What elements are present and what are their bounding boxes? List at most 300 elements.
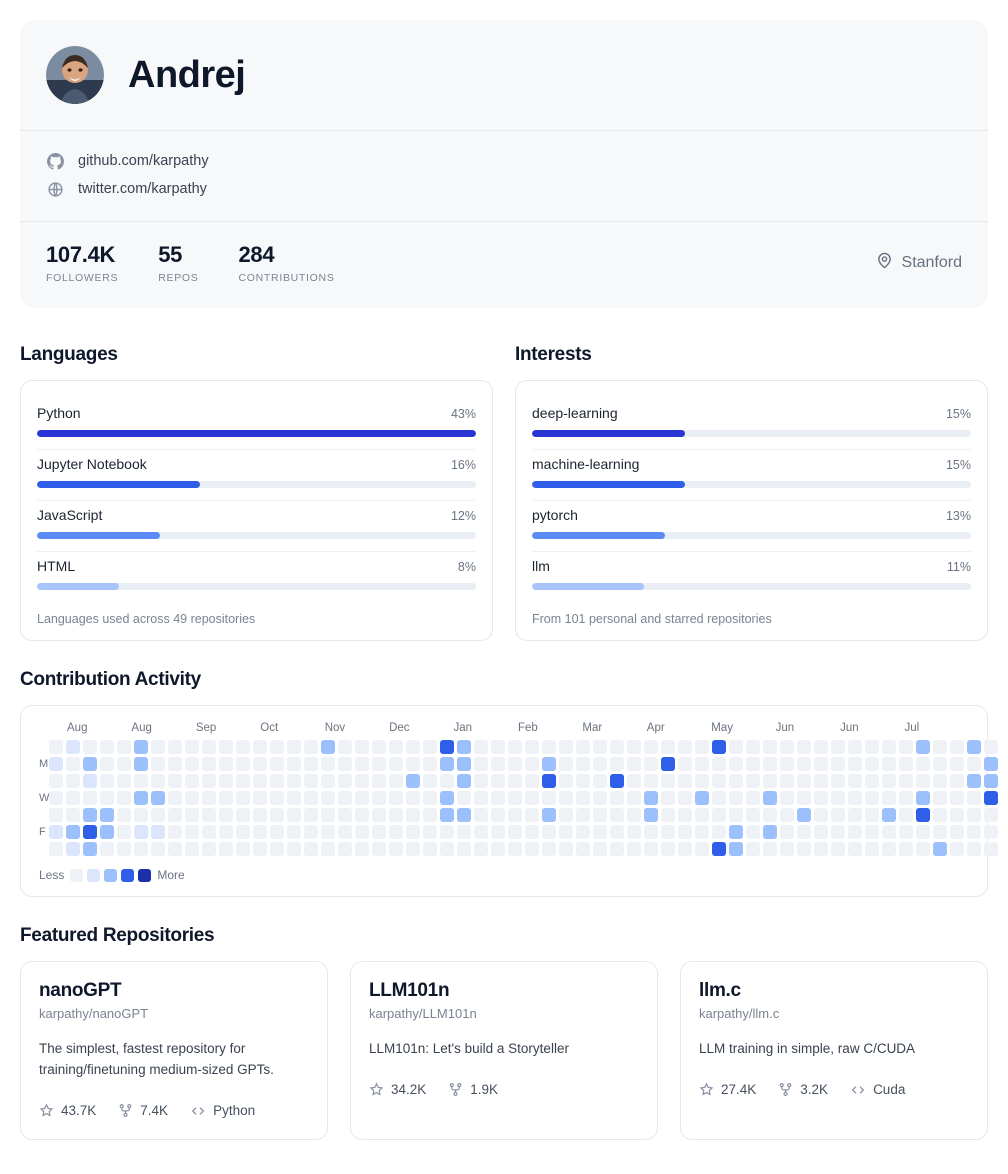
contribution-day-cell[interactable] [321, 825, 335, 839]
contribution-day-cell[interactable] [814, 842, 828, 856]
contribution-day-cell[interactable] [423, 808, 437, 822]
contribution-day-cell[interactable] [236, 757, 250, 771]
contribution-day-cell[interactable] [83, 774, 97, 788]
contribution-day-cell[interactable] [270, 808, 284, 822]
contribution-day-cell[interactable] [916, 757, 930, 771]
contribution-day-cell[interactable] [729, 774, 743, 788]
contribution-day-cell[interactable] [882, 740, 896, 754]
contribution-day-cell[interactable] [882, 791, 896, 805]
contribution-day-cell[interactable] [576, 842, 590, 856]
contribution-day-cell[interactable] [695, 791, 709, 805]
contribution-day-cell[interactable] [865, 808, 879, 822]
contribution-day-cell[interactable] [49, 825, 63, 839]
contribution-day-cell[interactable] [814, 740, 828, 754]
contribution-day-cell[interactable] [134, 774, 148, 788]
contribution-day-cell[interactable] [219, 740, 233, 754]
contribution-day-cell[interactable] [168, 774, 182, 788]
contribution-day-cell[interactable] [610, 757, 624, 771]
contribution-day-cell[interactable] [100, 791, 114, 805]
contribution-day-cell[interactable] [389, 808, 403, 822]
contribution-day-cell[interactable] [270, 825, 284, 839]
contribution-day-cell[interactable] [984, 825, 998, 839]
contribution-day-cell[interactable] [508, 757, 522, 771]
contribution-day-cell[interactable] [440, 825, 454, 839]
contribution-day-cell[interactable] [967, 842, 981, 856]
contribution-day-cell[interactable] [916, 808, 930, 822]
contribution-day-cell[interactable] [542, 791, 556, 805]
contribution-day-cell[interactable] [304, 757, 318, 771]
contribution-day-cell[interactable] [270, 757, 284, 771]
contribution-day-cell[interactable] [712, 825, 726, 839]
contribution-day-cell[interactable] [49, 774, 63, 788]
contribution-day-cell[interactable] [899, 740, 913, 754]
contribution-day-cell[interactable] [865, 740, 879, 754]
contribution-day-cell[interactable] [100, 825, 114, 839]
contribution-day-cell[interactable] [202, 791, 216, 805]
contribution-day-cell[interactable] [491, 842, 505, 856]
contribution-day-cell[interactable] [185, 842, 199, 856]
contribution-day-cell[interactable] [933, 825, 947, 839]
contribution-day-cell[interactable] [151, 842, 165, 856]
contribution-day-cell[interactable] [627, 757, 641, 771]
contribution-day-cell[interactable] [117, 808, 131, 822]
contribution-day-cell[interactable] [440, 740, 454, 754]
contribution-day-cell[interactable] [542, 740, 556, 754]
contribution-day-cell[interactable] [151, 825, 165, 839]
contribution-day-cell[interactable] [185, 791, 199, 805]
contribution-day-cell[interactable] [66, 740, 80, 754]
contribution-day-cell[interactable] [831, 774, 845, 788]
contribution-day-cell[interactable] [406, 791, 420, 805]
contribution-day-cell[interactable] [831, 740, 845, 754]
contribution-day-cell[interactable] [848, 791, 862, 805]
contribution-day-cell[interactable] [168, 757, 182, 771]
contribution-day-cell[interactable] [780, 825, 794, 839]
contribution-day-cell[interactable] [882, 757, 896, 771]
contribution-day-cell[interactable] [933, 740, 947, 754]
contribution-day-cell[interactable] [423, 757, 437, 771]
contribution-day-cell[interactable] [423, 740, 437, 754]
contribution-day-cell[interactable] [406, 842, 420, 856]
contribution-day-cell[interactable] [797, 808, 811, 822]
contribution-day-cell[interactable] [219, 825, 233, 839]
contribution-day-cell[interactable] [780, 757, 794, 771]
contribution-day-cell[interactable] [916, 825, 930, 839]
contribution-day-cell[interactable] [797, 757, 811, 771]
contribution-day-cell[interactable] [406, 774, 420, 788]
contribution-day-cell[interactable] [219, 757, 233, 771]
contribution-day-cell[interactable] [49, 757, 63, 771]
contribution-day-cell[interactable] [933, 774, 947, 788]
contribution-day-cell[interactable] [831, 842, 845, 856]
contribution-day-cell[interactable] [219, 842, 233, 856]
contribution-day-cell[interactable] [559, 740, 573, 754]
contribution-day-cell[interactable] [117, 774, 131, 788]
contribution-day-cell[interactable] [899, 825, 913, 839]
contribution-day-cell[interactable] [763, 825, 777, 839]
contribution-day-cell[interactable] [593, 808, 607, 822]
contribution-day-cell[interactable] [525, 757, 539, 771]
contribution-day-cell[interactable] [508, 842, 522, 856]
contribution-day-cell[interactable] [559, 808, 573, 822]
contribution-day-cell[interactable] [508, 740, 522, 754]
contribution-day-cell[interactable] [66, 774, 80, 788]
contribution-day-cell[interactable] [525, 740, 539, 754]
contribution-day-cell[interactable] [848, 825, 862, 839]
contribution-day-cell[interactable] [49, 808, 63, 822]
contribution-day-cell[interactable] [474, 740, 488, 754]
contribution-day-cell[interactable] [389, 774, 403, 788]
contribution-day-cell[interactable] [168, 842, 182, 856]
contribution-day-cell[interactable] [100, 842, 114, 856]
contribution-day-cell[interactable] [950, 808, 964, 822]
contribution-day-cell[interactable] [372, 791, 386, 805]
contribution-day-cell[interactable] [491, 808, 505, 822]
contribution-day-cell[interactable] [746, 791, 760, 805]
contribution-day-cell[interactable] [457, 774, 471, 788]
contribution-day-cell[interactable] [457, 740, 471, 754]
contribution-day-cell[interactable] [474, 825, 488, 839]
repo-card[interactable] [350, 961, 658, 1140]
contribution-day-cell[interactable] [780, 774, 794, 788]
contribution-day-cell[interactable] [270, 842, 284, 856]
contribution-day-cell[interactable] [712, 842, 726, 856]
contribution-day-cell[interactable] [763, 842, 777, 856]
contribution-day-cell[interactable] [576, 757, 590, 771]
contribution-day-cell[interactable] [661, 774, 675, 788]
contribution-day-cell[interactable] [202, 842, 216, 856]
contribution-day-cell[interactable] [678, 774, 692, 788]
contribution-day-cell[interactable] [525, 774, 539, 788]
contribution-day-cell[interactable] [695, 757, 709, 771]
contribution-day-cell[interactable] [627, 774, 641, 788]
contribution-day-cell[interactable] [916, 774, 930, 788]
contribution-day-cell[interactable] [814, 774, 828, 788]
contribution-day-cell[interactable] [457, 791, 471, 805]
contribution-day-cell[interactable] [474, 842, 488, 856]
contribution-day-cell[interactable] [491, 757, 505, 771]
contribution-day-cell[interactable] [610, 825, 624, 839]
contribution-day-cell[interactable] [440, 808, 454, 822]
contribution-day-cell[interactable] [66, 791, 80, 805]
contribution-day-cell[interactable] [389, 791, 403, 805]
contribution-day-cell[interactable] [831, 791, 845, 805]
contribution-day-cell[interactable] [66, 808, 80, 822]
contribution-day-cell[interactable] [933, 791, 947, 805]
contribution-day-cell[interactable] [389, 842, 403, 856]
contribution-day-cell[interactable] [950, 791, 964, 805]
contribution-day-cell[interactable] [848, 774, 862, 788]
contribution-day-cell[interactable] [49, 791, 63, 805]
contribution-day-cell[interactable] [729, 791, 743, 805]
contribution-day-cell[interactable] [440, 774, 454, 788]
contribution-day-cell[interactable] [83, 825, 97, 839]
contribution-day-cell[interactable] [134, 791, 148, 805]
contribution-day-cell[interactable] [83, 791, 97, 805]
contribution-day-cell[interactable] [355, 774, 369, 788]
contribution-day-cell[interactable] [270, 791, 284, 805]
contribution-day-cell[interactable] [712, 808, 726, 822]
contribution-day-cell[interactable] [763, 757, 777, 771]
contribution-day-cell[interactable] [338, 791, 352, 805]
contribution-day-cell[interactable] [984, 842, 998, 856]
contribution-day-cell[interactable] [576, 808, 590, 822]
contribution-day-cell[interactable] [321, 791, 335, 805]
contribution-day-cell[interactable] [814, 825, 828, 839]
contribution-day-cell[interactable] [525, 808, 539, 822]
contribution-day-cell[interactable] [355, 808, 369, 822]
contribution-day-cell[interactable] [134, 842, 148, 856]
contribution-day-cell[interactable] [236, 842, 250, 856]
contribution-day-cell[interactable] [440, 791, 454, 805]
contribution-day-cell[interactable] [219, 808, 233, 822]
contribution-day-cell[interactable] [253, 842, 267, 856]
contribution-day-cell[interactable] [287, 791, 301, 805]
contribution-day-cell[interactable] [984, 740, 998, 754]
contribution-day-cell[interactable] [916, 740, 930, 754]
contribution-day-cell[interactable] [474, 808, 488, 822]
contribution-day-cell[interactable] [831, 757, 845, 771]
contribution-day-cell[interactable] [593, 842, 607, 856]
contribution-day-cell[interactable] [593, 791, 607, 805]
contribution-day-cell[interactable] [542, 808, 556, 822]
repo-card[interactable] [20, 961, 328, 1140]
contribution-day-cell[interactable] [372, 842, 386, 856]
contribution-day-cell[interactable] [372, 808, 386, 822]
contribution-day-cell[interactable] [423, 842, 437, 856]
contribution-day-cell[interactable] [338, 808, 352, 822]
contribution-day-cell[interactable] [525, 791, 539, 805]
contribution-day-cell[interactable] [219, 774, 233, 788]
contribution-day-cell[interactable] [644, 740, 658, 754]
contribution-day-cell[interactable] [185, 808, 199, 822]
contribution-day-cell[interactable] [695, 774, 709, 788]
contribution-day-cell[interactable] [695, 740, 709, 754]
contribution-day-cell[interactable] [304, 740, 318, 754]
contribution-day-cell[interactable] [610, 791, 624, 805]
contribution-day-cell[interactable] [746, 825, 760, 839]
contribution-day-cell[interactable] [287, 808, 301, 822]
contribution-day-cell[interactable] [474, 757, 488, 771]
contribution-day-cell[interactable] [865, 842, 879, 856]
contribution-day-cell[interactable] [644, 842, 658, 856]
contribution-day-cell[interactable] [134, 740, 148, 754]
contribution-day-cell[interactable] [253, 774, 267, 788]
contribution-day-cell[interactable] [338, 842, 352, 856]
contribution-day-cell[interactable] [593, 757, 607, 771]
contribution-day-cell[interactable] [729, 808, 743, 822]
contribution-day-cell[interactable] [797, 740, 811, 754]
contribution-day-cell[interactable] [372, 825, 386, 839]
contribution-day-cell[interactable] [321, 740, 335, 754]
contribution-day-cell[interactable] [338, 740, 352, 754]
contribution-day-cell[interactable] [967, 740, 981, 754]
contribution-day-cell[interactable] [678, 825, 692, 839]
contribution-day-cell[interactable] [865, 774, 879, 788]
contribution-day-cell[interactable] [916, 791, 930, 805]
contribution-day-cell[interactable] [899, 774, 913, 788]
contribution-day-cell[interactable] [627, 791, 641, 805]
contribution-day-cell[interactable] [202, 825, 216, 839]
contribution-day-cell[interactable] [610, 842, 624, 856]
contribution-day-cell[interactable] [644, 757, 658, 771]
contribution-day-cell[interactable] [168, 791, 182, 805]
contribution-day-cell[interactable] [661, 791, 675, 805]
contribution-day-cell[interactable] [372, 774, 386, 788]
contribution-day-cell[interactable] [355, 757, 369, 771]
contribution-day-cell[interactable] [525, 825, 539, 839]
contribution-day-cell[interactable] [661, 740, 675, 754]
contribution-day-cell[interactable] [304, 842, 318, 856]
contribution-day-cell[interactable] [304, 791, 318, 805]
contribution-day-cell[interactable] [117, 825, 131, 839]
contribution-day-cell[interactable] [576, 791, 590, 805]
contribution-day-cell[interactable] [219, 791, 233, 805]
contribution-day-cell[interactable] [474, 774, 488, 788]
contribution-day-cell[interactable] [712, 791, 726, 805]
contribution-day-cell[interactable] [406, 808, 420, 822]
contribution-day-cell[interactable] [151, 774, 165, 788]
contribution-day-cell[interactable] [270, 740, 284, 754]
contribution-day-cell[interactable] [899, 842, 913, 856]
contribution-day-cell[interactable] [695, 808, 709, 822]
contribution-day-cell[interactable] [559, 757, 573, 771]
contribution-day-cell[interactable] [66, 757, 80, 771]
contribution-day-cell[interactable] [899, 757, 913, 771]
contribution-day-cell[interactable] [780, 791, 794, 805]
contribution-day-cell[interactable] [644, 774, 658, 788]
contribution-day-cell[interactable] [882, 825, 896, 839]
contribution-day-cell[interactable] [83, 757, 97, 771]
contribution-day-cell[interactable] [746, 808, 760, 822]
contribution-day-cell[interactable] [644, 791, 658, 805]
contribution-day-cell[interactable] [848, 740, 862, 754]
contribution-day-cell[interactable] [984, 757, 998, 771]
contribution-day-cell[interactable] [100, 740, 114, 754]
contribution-day-cell[interactable] [576, 774, 590, 788]
contribution-day-cell[interactable] [423, 791, 437, 805]
contribution-day-cell[interactable] [491, 774, 505, 788]
contribution-day-cell[interactable] [542, 825, 556, 839]
contribution-day-cell[interactable] [508, 774, 522, 788]
contribution-day-cell[interactable] [304, 808, 318, 822]
contribution-day-cell[interactable] [236, 808, 250, 822]
contribution-day-cell[interactable] [406, 825, 420, 839]
contribution-day-cell[interactable] [321, 842, 335, 856]
contribution-day-cell[interactable] [304, 774, 318, 788]
contribution-day-cell[interactable] [746, 774, 760, 788]
contribution-day-cell[interactable] [389, 757, 403, 771]
contribution-day-cell[interactable] [644, 825, 658, 839]
contribution-day-cell[interactable] [797, 774, 811, 788]
contribution-day-cell[interactable] [457, 842, 471, 856]
contribution-day-cell[interactable] [525, 842, 539, 856]
contribution-day-cell[interactable] [287, 842, 301, 856]
contribution-day-cell[interactable] [967, 757, 981, 771]
contribution-day-cell[interactable] [678, 757, 692, 771]
contribution-day-cell[interactable] [117, 740, 131, 754]
contribution-day-cell[interactable] [780, 740, 794, 754]
contribution-day-cell[interactable] [678, 842, 692, 856]
contribution-day-cell[interactable] [916, 842, 930, 856]
contribution-day-cell[interactable] [661, 825, 675, 839]
contribution-day-cell[interactable] [83, 808, 97, 822]
contribution-day-cell[interactable] [372, 740, 386, 754]
contribution-day-cell[interactable] [117, 757, 131, 771]
contribution-day-cell[interactable] [542, 757, 556, 771]
contribution-day-cell[interactable] [542, 842, 556, 856]
contribution-day-cell[interactable] [491, 740, 505, 754]
profile-link-github[interactable] [46, 147, 962, 175]
contribution-day-cell[interactable] [440, 757, 454, 771]
contribution-day-cell[interactable] [984, 791, 998, 805]
contribution-day-cell[interactable] [508, 825, 522, 839]
contribution-day-cell[interactable] [253, 740, 267, 754]
contribution-day-cell[interactable] [661, 757, 675, 771]
contribution-day-cell[interactable] [576, 825, 590, 839]
contribution-day-cell[interactable] [814, 791, 828, 805]
contribution-day-cell[interactable] [610, 808, 624, 822]
contribution-day-cell[interactable] [355, 825, 369, 839]
contribution-day-cell[interactable] [797, 825, 811, 839]
contribution-day-cell[interactable] [967, 825, 981, 839]
contribution-day-cell[interactable] [644, 808, 658, 822]
contribution-day-cell[interactable] [100, 757, 114, 771]
contribution-day-cell[interactable] [950, 825, 964, 839]
contribution-day-cell[interactable] [627, 740, 641, 754]
contribution-day-cell[interactable] [168, 740, 182, 754]
contribution-day-cell[interactable] [287, 757, 301, 771]
contribution-day-cell[interactable] [712, 740, 726, 754]
contribution-day-cell[interactable] [321, 808, 335, 822]
contribution-day-cell[interactable] [508, 791, 522, 805]
contribution-day-cell[interactable] [576, 740, 590, 754]
contribution-day-cell[interactable] [134, 825, 148, 839]
contribution-day-cell[interactable] [236, 791, 250, 805]
contribution-day-cell[interactable] [321, 757, 335, 771]
contribution-day-cell[interactable] [678, 808, 692, 822]
contribution-day-cell[interactable] [814, 757, 828, 771]
contribution-day-cell[interactable] [457, 825, 471, 839]
contribution-day-cell[interactable] [185, 825, 199, 839]
contribution-day-cell[interactable] [457, 808, 471, 822]
contribution-day-cell[interactable] [338, 774, 352, 788]
contribution-day-cell[interactable] [712, 757, 726, 771]
contribution-day-cell[interactable] [440, 842, 454, 856]
contribution-day-cell[interactable] [661, 808, 675, 822]
contribution-day-cell[interactable] [797, 842, 811, 856]
contribution-day-cell[interactable] [610, 774, 624, 788]
contribution-day-cell[interactable] [831, 808, 845, 822]
contribution-day-cell[interactable] [729, 842, 743, 856]
contribution-day-cell[interactable] [49, 740, 63, 754]
contribution-day-cell[interactable] [134, 757, 148, 771]
contribution-day-cell[interactable] [168, 808, 182, 822]
contribution-day-cell[interactable] [389, 825, 403, 839]
contribution-day-cell[interactable] [729, 757, 743, 771]
contribution-day-cell[interactable] [202, 808, 216, 822]
contribution-day-cell[interactable] [746, 757, 760, 771]
contribution-day-cell[interactable] [151, 757, 165, 771]
contribution-day-cell[interactable] [593, 825, 607, 839]
contribution-day-cell[interactable] [695, 825, 709, 839]
contribution-day-cell[interactable] [865, 791, 879, 805]
contribution-day-cell[interactable] [423, 774, 437, 788]
contribution-day-cell[interactable] [627, 808, 641, 822]
contribution-day-cell[interactable] [950, 842, 964, 856]
contribution-day-cell[interactable] [185, 740, 199, 754]
contribution-day-cell[interactable] [729, 740, 743, 754]
